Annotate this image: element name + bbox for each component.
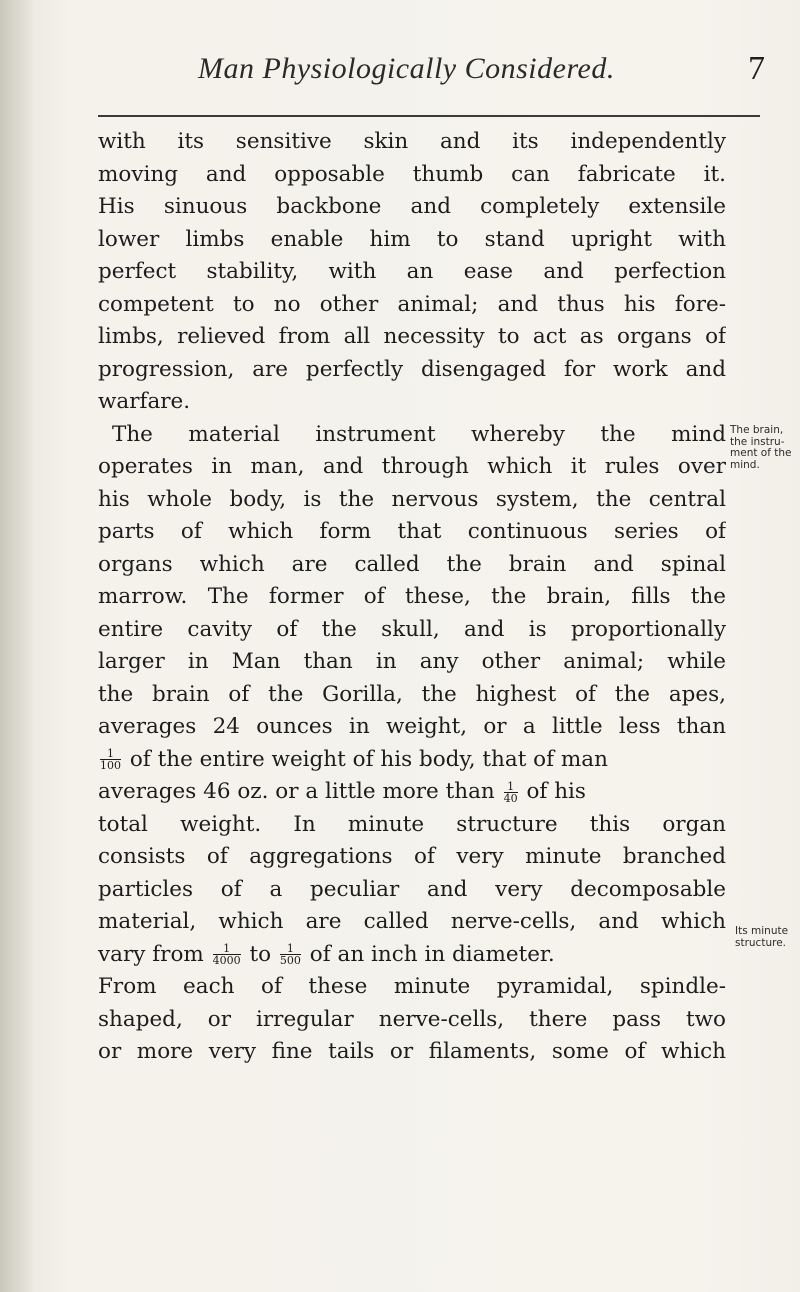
- margin-note-structure: Its minute structure.: [735, 925, 789, 949]
- text-line: particles of a peculiar and very decomposable: [98, 876, 726, 902]
- text-line: entire cavity of the skull, and is proportionally: [98, 616, 726, 642]
- text-line: organs which are called the brain and spinal: [98, 551, 726, 577]
- running-title: Man Physiologically Considered.: [198, 52, 615, 85]
- text-line: averages 46 oz. or a little more than $\frac{1}{40}$ of his: [98, 779, 586, 805]
- text-line: shaped, or irregular nerve-cells, there pass two: [98, 1006, 726, 1032]
- text-line: or more very fine tails or filaments, some of which: [98, 1039, 726, 1064]
- text-line: $\frac{1}{100}$ of the entire weight of his body, that of man: [100, 746, 608, 772]
- text-line: with its sensitive skin and its independently: [98, 129, 726, 154]
- fraction: $\frac{1}{500}$: [279, 942, 301, 967]
- body-text: [98, 126, 726, 1069]
- text-line: From each of these minute pyramidal, spindle-: [98, 974, 726, 999]
- text-line: perfect stability, with an ease and perfection: [98, 259, 726, 284]
- fraction: $\frac{1}{40}$: [503, 779, 518, 805]
- text-line: The material instrument whereby the mind: [112, 421, 726, 447]
- page-gutter-shadow: [0, 0, 34, 1292]
- fraction: $\frac{1}{100}$: [100, 747, 121, 772]
- text-line: marrow. The former of these, the brain, fills the: [98, 584, 726, 609]
- text-line: his whole body, is the nervous system, the central: [98, 486, 726, 512]
- text-line: moving and opposable thumb can fabricate it.: [98, 161, 726, 187]
- text-line: His sinuous backbone and completely extensile: [98, 194, 726, 219]
- text-line: total weight. In minute structure this organ: [98, 811, 726, 837]
- text-line: averages 24 ounces in weight, or a little less than: [98, 714, 726, 739]
- text-line: operates in man, and through which it rules over: [98, 454, 726, 479]
- header-rule: [98, 115, 760, 117]
- text-line: parts of which form that continuous series of: [98, 519, 726, 544]
- text-line: vary from $\frac{1}{4000}$ to $\frac{1}{500}$ of an inch in diameter.: [98, 941, 555, 967]
- text-line: consists of aggregations of very minute branched: [98, 844, 726, 869]
- text-line: progression, are perfectly disengaged for work and: [98, 356, 726, 382]
- text-line: lower limbs enable him to stand upright with: [98, 226, 726, 252]
- fraction: $\frac{1}{4000}$: [212, 942, 241, 967]
- margin-note-brain: The brain, the instru- ment of the mind.: [730, 424, 792, 471]
- text-line: competent to no other animal; and thus his fore-: [98, 291, 726, 317]
- page-number: 7: [748, 50, 765, 87]
- text-line: the brain of the Gorilla, the highest of the apes,: [98, 681, 726, 707]
- text-line: material, which are called nerve-cells, and which: [98, 909, 726, 934]
- text-line: warfare.: [98, 389, 191, 414]
- text-line: limbs, relieved from all necessity to act as organs of: [98, 324, 726, 349]
- text-line: larger in Man than in any other animal; while: [98, 649, 726, 674]
- page-header: [0, 52, 800, 112]
